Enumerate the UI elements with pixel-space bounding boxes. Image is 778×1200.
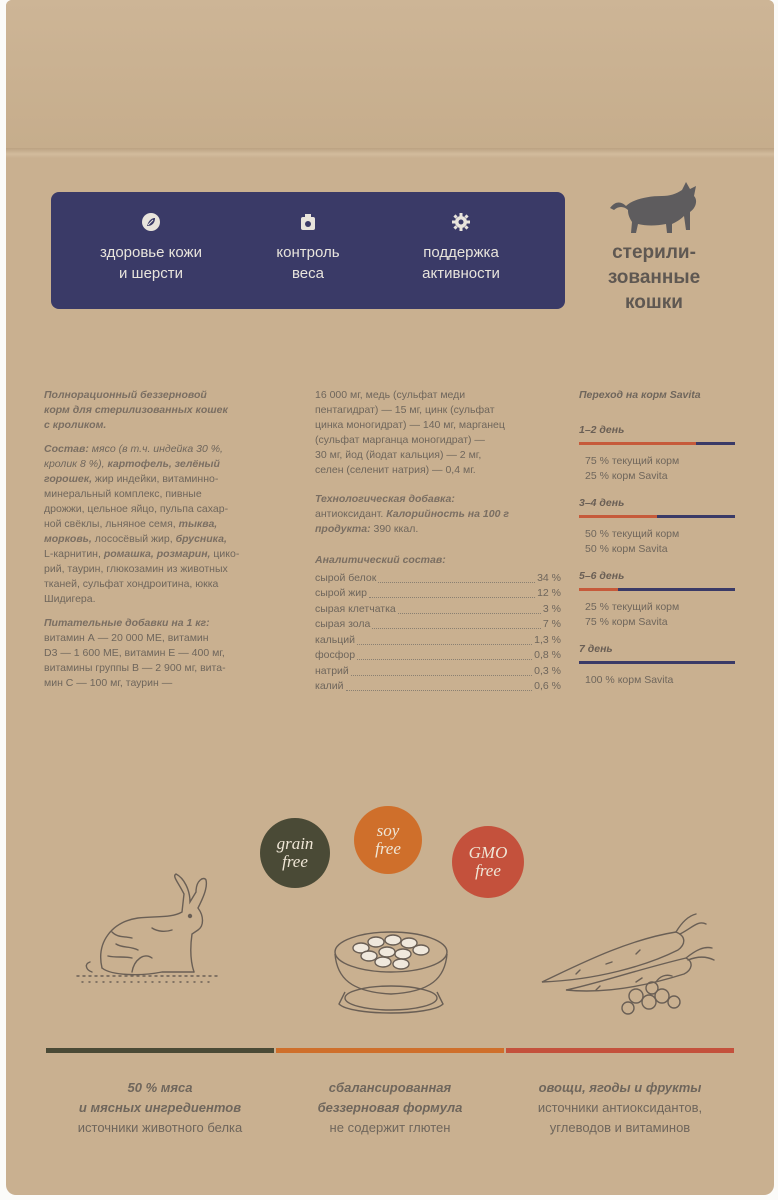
bottom-vegetables-text [500,1078,740,1138]
composition-part: Шидигера. [44,593,96,605]
feature-activity [386,212,536,284]
transition-text: 25 % текущий корм [585,601,680,613]
analytic-name: сырая зола [315,618,371,630]
bottom-normal-line: не содержит глютен [329,1120,451,1135]
leaf-icon [141,212,161,232]
composition-part: рий, таурин, глюкозамин из животных [44,563,228,575]
analytic-row [315,617,561,633]
composition-part: лососёвый жир, [91,533,173,545]
analytic-block [315,553,561,694]
analytic-title: Аналитический состав: [315,554,446,566]
bottom-normal-line: источники животного белка [77,1120,243,1135]
calories-label: продукта: [315,523,371,535]
analytic-value: 1,3 % [534,633,561,646]
dot-leader [351,675,532,676]
analytic-name: натрий [315,664,349,677]
badge-text: soy [376,821,400,840]
rabbit-illustration-icon [72,872,222,987]
transition-day: 3–4 день [579,497,625,509]
transition-text: 100 % корм Savita [585,674,674,686]
analytic-name: фосфор [315,649,356,661]
gear-icon [451,212,471,232]
dot-leader [369,597,535,598]
badge-gmo-free [452,826,524,898]
analytic-value: 0,6 % [534,680,561,692]
analytic-value: 0,8 % [534,649,561,661]
cat-label-line: стерили- [612,242,696,263]
package-seal [6,0,774,148]
analytic-row [315,586,561,602]
transition-progress-bar [579,442,735,445]
composition-part: брусника, [172,533,227,545]
additives-text [44,616,289,691]
dot-leader [378,582,535,583]
analytic-name: кальций [315,633,356,646]
bar-meat [46,1048,274,1053]
bar-formula [276,1048,504,1053]
analytic-value: 3 % [542,602,561,615]
badge-text: free [282,852,308,871]
composition-part: ромашка, розмарин, [100,548,211,560]
composition-part: тыква, [175,518,218,530]
transition-text: 50 % текущий корм [585,528,680,540]
calories-value: 390 ккал. [370,523,419,535]
bottom-normal-line: источники антиоксидантов, [537,1100,703,1115]
feature-skin [76,212,226,284]
composition-part: тканей, сульфат хондроитина, юкка [44,578,219,590]
composition-column [44,388,289,700]
additives-line: витамины группы В — 2 900 мг, вита- [44,662,226,674]
cat-label-line: зованные [607,267,701,288]
analytic-name: сырая клетчатка [315,602,396,615]
tech-text [315,492,561,537]
transition-day: 5–6 день [579,570,625,582]
feature-line: активности [422,265,500,282]
transition-day: 7 день [579,643,613,655]
analytic-row [315,632,561,648]
analytic-row [315,570,561,586]
tech-label: Технологическая добавка: [315,493,455,505]
transition-text: 25 % корм Savita [585,470,668,482]
analytic-table [315,570,561,694]
transition-text: 50 % корм Savita [585,543,668,555]
transition-step [579,642,735,688]
transition-step [579,423,735,484]
bottom-formula-text [276,1078,504,1138]
composition-part: L-карнитин, [44,548,101,560]
cat-silhouette-icon [606,178,704,238]
analytic-value: 34 % [537,571,561,584]
feature-line: поддержка [423,244,499,261]
additives-line: витамин А — 20 000 МЕ, витамин [44,632,209,644]
feature-line: веса [292,265,324,282]
transition-title: Переход на корм Savita [579,389,701,401]
additives-line: D3 — 1 600 МЕ, витамин Е — 400 мг, [44,647,225,659]
transition-progress-fill [579,515,657,518]
bottom-bold-line: овощи, ягоды и фрукты [538,1080,702,1095]
package-back [6,0,774,1195]
transition-step [579,569,735,630]
composition-part: мясо (в т.ч. индейка 30 %, [88,443,223,455]
transition-text: 75 % текущий корм [585,455,680,467]
nutrition-column [315,388,561,694]
transition-day: 1–2 день [579,424,625,436]
food-bowl-illustration-icon [321,912,461,1020]
additives-line: цинка моногидрат) — 140 мг, марганец [315,419,505,431]
badge-soy-free [354,806,422,874]
dot-leader [372,628,541,629]
composition-part: минеральный комплекс, пивные [44,488,202,500]
transition-step [579,496,735,557]
additives-line: 30 мг, йод (йодат кальция) — 2 мг, [315,449,482,461]
transition-progress-bar [579,588,735,591]
transition-text: 75 % корм Savita [585,616,668,628]
bottom-normal-line: углеводов и витаминов [549,1120,691,1135]
feature-line: контроль [276,244,340,261]
cat-label-line: кошки [625,292,683,313]
analytic-row [315,663,561,679]
additives-label: Питательные добавки на 1 кг: [44,617,210,629]
analytic-name: сырой жир [315,587,367,599]
vegetables-berries-illustration-icon [536,910,716,1025]
additives-continued [315,388,561,478]
bottom-bold-line: беззерновая формула [317,1100,463,1115]
dot-leader [357,644,532,645]
badge-grain-free [260,818,330,888]
badge-text: free [475,861,501,880]
feature-line: здоровье кожи [100,244,202,261]
analytic-row [315,648,561,664]
transition-progress-bar [579,515,735,518]
additives-line: селен (селенит натрия) — 0,4 мг. [315,464,476,476]
bottom-bold-line: и мясных ингредиентов [78,1100,242,1115]
dot-leader [357,659,532,660]
analytic-row [315,601,561,617]
composition-part: цико- [210,548,240,560]
bar-vegetables [506,1048,734,1053]
feature-line: и шерсти [118,265,183,282]
feature-weight [233,212,383,284]
dot-leader [398,613,541,614]
transition-progress-bar [579,661,735,664]
composition-part: дрожжи, цельное яйцо, пульпа сахар- [44,503,229,515]
composition-part: жир индейки, витаминно- [92,473,219,485]
analytic-row [315,679,561,695]
transition-progress-fill [579,588,618,591]
calories-label: Калорийность на 100 г [386,508,509,520]
composition-label: Состав: [44,443,89,455]
composition-part: кролик 8 %), [44,458,105,470]
additives-line: (сульфат марганца моногидрат) — [315,434,485,446]
badge-text: free [375,839,401,858]
composition-part: ной свёклы, льняное семя, [44,518,176,530]
additives-line: пентагидрат) — 15 мг, цинк (сульфат [315,404,495,416]
dot-leader [346,690,533,691]
transition-column [579,388,735,688]
composition-part: картофель, зелёный [104,458,220,470]
composition-part: горошек, [44,473,92,485]
transition-steps [579,423,735,688]
intro-line: Полнорационный беззерновой [44,389,207,401]
badge-text: GMO [468,843,508,862]
badge-text: grain [276,834,314,853]
benefits-banner [51,192,565,309]
composition-part: морковь, [44,533,92,545]
additives-line: 16 000 мг, медь (сульфат меди [315,389,466,401]
tech-value: антиоксидант. [315,508,384,520]
intro-line: с кроликом. [44,419,107,431]
bottom-meat-text [46,1078,274,1138]
package-zip [6,148,774,158]
intro-text [44,388,289,433]
transition-progress-fill [579,442,696,445]
analytic-value: 0,3 % [534,664,561,677]
sterilized-cats-label [596,240,712,315]
intro-line: корм для стерилизованных кошек [44,404,228,416]
bottom-bold-line: 50 % мяса [127,1080,193,1095]
analytic-name: сырой белок [315,571,377,584]
composition-text [44,442,289,607]
analytic-value: 7 % [542,618,561,630]
scale-icon [298,212,318,232]
additives-line: мин С — 100 мг, таурин — [44,677,173,689]
analytic-value: 12 % [537,587,561,599]
analytic-name: калий [315,680,344,692]
bottom-bold-line: сбалансированная [328,1080,452,1095]
